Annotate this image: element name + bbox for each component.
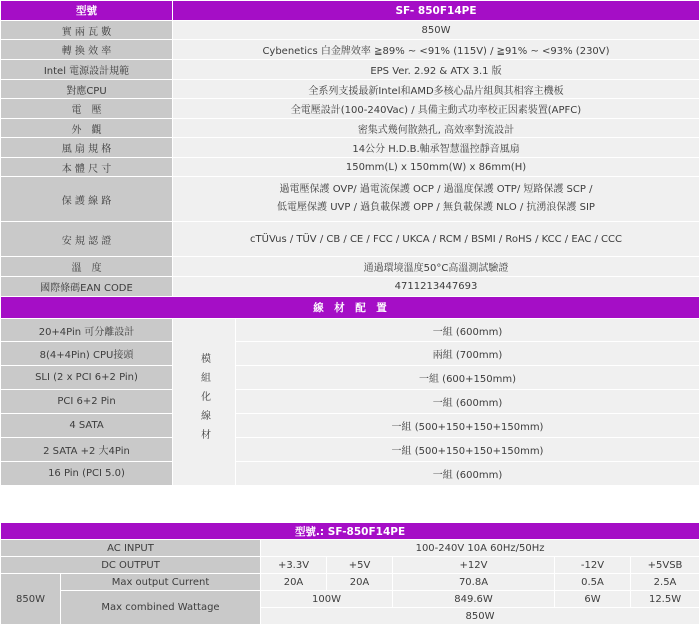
spec-row xyxy=(1,138,700,158)
spec-value: 150mm(L) x 150mm(W) x 86mm(H) xyxy=(173,158,700,177)
cable-qty: 一組 (600mm) xyxy=(236,462,700,486)
total-wattage: 850W xyxy=(261,608,700,625)
spec-value: 850W xyxy=(173,21,700,40)
spec-value: Cybenetics 白金牌效率 ≧89% ~ <91% (115V) / ≧91% ~ <93% (230V) xyxy=(173,40,700,60)
spec-value: 通過環境溫度50°C高溫測試驗證 xyxy=(173,257,700,277)
spec-row xyxy=(1,277,700,297)
cable-qty: 一組 (500+150+150+150mm) xyxy=(236,414,700,438)
spec-header-row xyxy=(1,1,700,21)
cable-name: 4 SATA xyxy=(1,414,173,438)
spec-row xyxy=(1,21,700,40)
ac-input-label: AC INPUT xyxy=(1,540,261,557)
cable-qty: 一組 (600+150mm) xyxy=(236,366,700,390)
rail-m12v: -12V xyxy=(555,557,631,574)
protection-line-1: 過電壓保護 OVP/ 過電流保護 OCP / 過溫度保護 OTP/ 短路保護 SCP / xyxy=(279,184,593,195)
cable-row xyxy=(1,414,700,438)
cable-name: 16 Pin (PCI 5.0) xyxy=(1,462,173,486)
output-title-row xyxy=(1,523,700,540)
current-m12v: 0.5A xyxy=(555,574,631,591)
dc-output-label: DC OUTPUT xyxy=(1,557,261,574)
current-12v: 70.8A xyxy=(393,574,555,591)
max-current-label: Max output Current xyxy=(61,574,261,591)
output-title: 型號.: SF-850F14PE xyxy=(1,523,700,540)
cable-name: PCI 6+2 Pin xyxy=(1,390,173,414)
combined-m12v: 6W xyxy=(555,591,631,608)
spec-label: 電 壓 xyxy=(1,99,173,119)
current-5vsb: 2.5A xyxy=(631,574,700,591)
spec-row xyxy=(1,222,700,257)
cable-header-row xyxy=(1,297,700,319)
rail-5v: +5V xyxy=(327,557,393,574)
current-5v: 20A xyxy=(327,574,393,591)
combined-5vsb: 12.5W xyxy=(631,591,700,608)
spec-label: 國際條碼EAN CODE xyxy=(1,277,173,297)
cable-qty: 一組 (600mm) xyxy=(236,319,700,342)
cable-header: 線 材 配 置 xyxy=(1,297,700,319)
protection-line-2: 低電壓保護 UVP / 過負載保護 OPP / 無負載保護 NLO / 抗湧浪保護 SIP xyxy=(277,202,595,213)
spec-value: 密集式幾何散熱孔, 高效率對流設計 xyxy=(173,119,700,138)
cable-row xyxy=(1,342,700,366)
cable-group xyxy=(173,319,236,486)
spec-label: 保 護 線 路 xyxy=(1,177,173,222)
dc-output-row xyxy=(1,557,700,574)
cable-row xyxy=(1,319,700,342)
spec-label: 實 兩 瓦 數 xyxy=(1,21,173,40)
spec-value: 全電壓設計(100-240Vac) / 具備主動式功率校正因素裝置(APFC) xyxy=(173,99,700,119)
cable-name: 8(4+4Pin) CPU接頭 xyxy=(1,342,173,366)
cable-name: 20+4Pin 可分離設計 xyxy=(1,319,173,342)
spec-row xyxy=(1,40,700,60)
cable-row xyxy=(1,390,700,414)
combined-12v: 849.6W xyxy=(393,591,555,608)
cable-row xyxy=(1,462,700,486)
cable-qty: 一組 (600mm) xyxy=(236,390,700,414)
model-value: SF- 850F14PE xyxy=(173,1,700,21)
spec-value: 4711213447693 xyxy=(173,277,700,297)
cable-row xyxy=(1,366,700,390)
wattage-label: 850W xyxy=(1,574,61,625)
spec-value xyxy=(173,177,700,222)
spec-label: 本 體 尺 寸 xyxy=(1,158,173,177)
rail-3v3: +3.3V xyxy=(261,557,327,574)
spec-label: 風 扇 規 格 xyxy=(1,138,173,158)
rail-5vsb: +5VSB xyxy=(631,557,700,574)
spec-label: Intel 電源設計規範 xyxy=(1,60,173,80)
combined-row xyxy=(1,591,700,608)
max-current-row xyxy=(1,574,700,591)
cable-name: SLI (2 x PCI 6+2 Pin) xyxy=(1,366,173,390)
cable-name: 2 SATA +2 大4Pin xyxy=(1,438,173,462)
spec-value: cTÜVus / TÜV / CB / CE / FCC / UKCA / RCM / BSMI / RoHS / KCC / EAC / CCC xyxy=(173,222,700,257)
spec-row xyxy=(1,177,700,222)
ac-input-value: 100-240V 10A 60Hz/50Hz xyxy=(261,540,700,557)
combined-3v3-5v: 100W xyxy=(261,591,393,608)
spec-value: 全系列支援最新Intel和AMD多核心晶片組與其相容主機板 xyxy=(173,80,700,99)
spec-value: 14公分 H.D.B.軸承智慧溫控靜音風扇 xyxy=(173,138,700,158)
spec-row xyxy=(1,158,700,177)
cable-qty: 兩組 (700mm) xyxy=(236,342,700,366)
spec-label: 轉 換 效 率 xyxy=(1,40,173,60)
max-combined-label: Max combined Wattage xyxy=(61,591,261,625)
spec-label: 安 規 認 證 xyxy=(1,222,173,257)
spec-row xyxy=(1,119,700,138)
rail-12v: +12V xyxy=(393,557,555,574)
current-3v3: 20A xyxy=(261,574,327,591)
model-label: 型號 xyxy=(1,1,173,21)
cable-row xyxy=(1,438,700,462)
output-table xyxy=(0,522,700,625)
cable-group-label: 模組化線材 xyxy=(198,353,210,448)
spec-value: EPS Ver. 2.92 & ATX 3.1 版 xyxy=(173,60,700,80)
spec-row xyxy=(1,60,700,80)
cable-qty: 一組 (500+150+150+150mm) xyxy=(236,438,700,462)
ac-input-row xyxy=(1,540,700,557)
spec-row xyxy=(1,80,700,99)
spec-row xyxy=(1,99,700,119)
spec-label: 溫 度 xyxy=(1,257,173,277)
spec-row xyxy=(1,257,700,277)
spec-label: 對應CPU xyxy=(1,80,173,99)
spec-label: 外 觀 xyxy=(1,119,173,138)
